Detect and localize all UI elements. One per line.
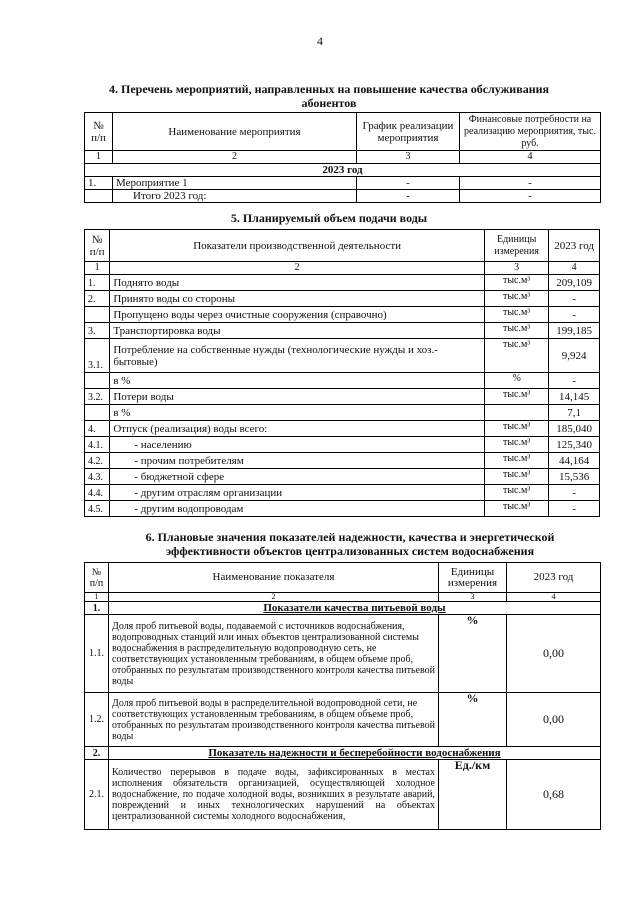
s5-row-num: 2. [85,291,110,307]
table-row [85,615,601,693]
s5-row-num: 4.4. [85,485,110,501]
s5-row-value: 125,340 [549,437,600,453]
s5-header-num: № п/п [85,230,110,262]
s4-header-finance: Финансовые потребности на реализацию мероприятия, тыс. руб. [460,113,601,151]
s6-group2-title: Показатель надежности и бесперебойности водоснабжения [109,747,601,760]
table-row [85,190,601,203]
s5-row-num: 3. [85,323,110,339]
s6-row21-name: Количество перерывов в подаче воды, зафиксированных в местах исполнения обязательств организацией, осуществляющей холодное водоснабжение, по подаче холодной воды, возникших в результате аварий, повреждений и иных технологических нарушений на объектах централизованной системы холодного водоснабжения, [109,760,439,830]
s5-header-unit: Единицы измерения [484,230,548,262]
s6-row11-num: 1.1. [85,615,109,693]
s6-row12-name: Доля проб питьевой воды в распределительной водопроводной сети, не соответствующих установленным требованиям, в общем объеме проб, отобранных по результатам производственного контроля качества питьевой воды [109,693,439,747]
s5-row-num: 4.2. [85,453,110,469]
s5-row-name: Потребление на собственные нужды (технологические нужды и хоз.-бытовые) [110,339,485,373]
s4-row2-schedule: - [357,190,460,203]
s4-year-row: 2023 год [85,164,601,177]
table-row [85,485,600,501]
s5-row-value: - [549,291,600,307]
s6-group1-title: Показатели качества питьевой воды [109,602,601,615]
s5-row-name: Потери воды [110,389,485,405]
s5-row-name: в % [110,405,485,421]
section6-title-line2: эффективности объектов централизованных систем водоснабжения [165,544,535,558]
section4-title-line1: 4. Перечень мероприятий, направленных на повышение качества обслуживания [108,82,550,96]
s5-row-name: в % [110,373,485,389]
table-row [85,275,600,291]
s5-row-unit: тыс.м³ [484,389,548,405]
s4-row2-finance: - [460,190,601,203]
s6-row12-num: 1.2. [85,693,109,747]
s4-row1-name: Мероприятие 1 [113,177,357,190]
s5-row-unit: тыс.м³ [484,485,548,501]
s5-row-num: 4.3. [85,469,110,485]
table-row [85,760,601,830]
section5-title: 5. Планируемый объем подачи воды [230,211,428,225]
s5-row-num [85,373,110,389]
s5-row-unit [484,405,548,421]
s5-row-unit: тыс.м³ [484,339,548,373]
s6-colnum-1: 1 [85,593,109,602]
s5-colnum-2: 2 [110,262,485,275]
s5-row-unit: тыс.м³ [484,453,548,469]
s5-row-value: - [549,485,600,501]
table-row [85,389,600,405]
s5-row-value: - [549,373,600,389]
s5-row-unit: тыс.м³ [484,323,548,339]
s5-row-name: Транспортировка воды [110,323,485,339]
s6-header-name: Наименование показателя [109,563,439,593]
s6-row12-unit: % [439,693,507,747]
s5-row-value: 199,185 [549,323,600,339]
s5-row-name: - населению [110,437,485,453]
s4-colnum-3: 3 [357,151,460,164]
s6-row21-num: 2.1. [85,760,109,830]
s5-row-unit: тыс.м³ [484,421,548,437]
s5-header-name: Показатели производственной деятельности [110,230,485,262]
s4-row1-finance: - [460,177,601,190]
table-row [85,453,600,469]
s5-header-year: 2023 год [549,230,600,262]
s5-row-value: 15,536 [549,469,600,485]
table-row [85,323,600,339]
s5-row-name: Поднято воды [110,275,485,291]
s5-row-name: - прочим потребителям [110,453,485,469]
table-row [85,291,600,307]
s4-row2-name: Итого 2023 год: [113,190,357,203]
s5-colnum-1: 1 [85,262,110,275]
s5-row-value: 14,145 [549,389,600,405]
s6-group2-num: 2. [85,747,109,760]
s4-row1-num: 1. [85,177,113,190]
section4-title-line2: абонентов [301,96,357,110]
s5-row-value: 185,040 [549,421,600,437]
table-row [85,501,600,517]
s5-row-unit: тыс.м³ [484,501,548,517]
s5-row-num: 3.1. [85,339,110,373]
table-row [85,693,601,747]
s6-header-num: № п/п [85,563,109,593]
table-row [85,437,600,453]
s5-row-value: 9,924 [549,339,600,373]
s5-row-unit: тыс.м³ [484,469,548,485]
s5-row-num: 4.1. [85,437,110,453]
page-number: 4 [317,34,323,48]
s5-row-unit: тыс.м³ [484,307,548,323]
s5-row-value: - [549,501,600,517]
section5-body [85,275,600,517]
s4-header-name: Наименование мероприятия [113,113,357,151]
s5-row-value: 7,1 [549,405,600,421]
s6-colnum-2: 2 [109,593,439,602]
table-row [85,469,600,485]
s5-row-num [85,307,110,323]
s5-row-num: 4. [85,421,110,437]
section6-title [110,530,590,558]
table-row [85,177,601,190]
s6-colnum-3: 3 [439,593,507,602]
s5-row-name: - другим водопроводам [110,501,485,517]
table-row [85,421,600,437]
table-row [85,307,600,323]
s6-colnum-4: 4 [507,593,601,602]
s4-colnum-1: 1 [85,151,113,164]
s5-row-unit: тыс.м³ [484,437,548,453]
s4-colnum-2: 2 [113,151,357,164]
s5-row-value: 209,109 [549,275,600,291]
s5-row-num: 4.5. [85,501,110,517]
s5-row-unit: тыс.м³ [484,291,548,307]
s6-header-year: 2023 год [507,563,601,593]
section4-table [84,112,601,203]
s5-row-name: - другим отраслям организации [110,485,485,501]
s5-colnum-4: 4 [549,262,600,275]
s5-row-name: - бюджетной сфере [110,469,485,485]
section6-title-line1: 6. Плановые значения показателей надежности, качества и энергетической [145,530,555,544]
table-row [85,405,600,421]
s6-header-unit: Единицы измерения [439,563,507,593]
s5-row-unit: % [484,373,548,389]
s4-header-num: № п/п [85,113,113,151]
s4-colnum-4: 4 [460,151,601,164]
s5-row-unit: тыс.м³ [484,275,548,291]
table-row [85,373,600,389]
s5-row-name: Отпуск (реализация) воды всего: [110,421,485,437]
section5-table [84,229,600,517]
s6-row11-name: Доля проб питьевой воды, подаваемой с источников водоснабжения, водопроводных станций или иных объектов централизованной системы водоснабжения в распределительную водопроводную сеть, не соответствующих установленным требованиям, в общем объеме проб, отобранных по результатам производственного контроля качества питьевой воды [109,615,439,693]
s6-row21-value: 0,68 [507,760,601,830]
s4-row2-num [85,190,113,203]
s5-row-num [85,405,110,421]
s6-group1-num: 1. [85,602,109,615]
s6-row12-value: 0,00 [507,693,601,747]
s5-row-name: Пропущено воды через очистные сооружения (справочно) [110,307,485,323]
table-row [85,339,600,373]
section4-title [84,82,574,110]
s6-row11-value: 0,00 [507,615,601,693]
s6-row21-unit: Ед./км [439,760,507,830]
s4-row1-schedule: - [357,177,460,190]
s5-colnum-3: 3 [484,262,548,275]
s5-row-name: Принято воды со стороны [110,291,485,307]
s5-row-value: 44,164 [549,453,600,469]
s4-header-schedule: График реализации мероприятия [357,113,460,151]
s6-row11-unit: % [439,615,507,693]
s5-row-value: - [549,307,600,323]
s5-row-num: 3.2. [85,389,110,405]
section6-table [84,562,601,830]
s5-row-num: 1. [85,275,110,291]
